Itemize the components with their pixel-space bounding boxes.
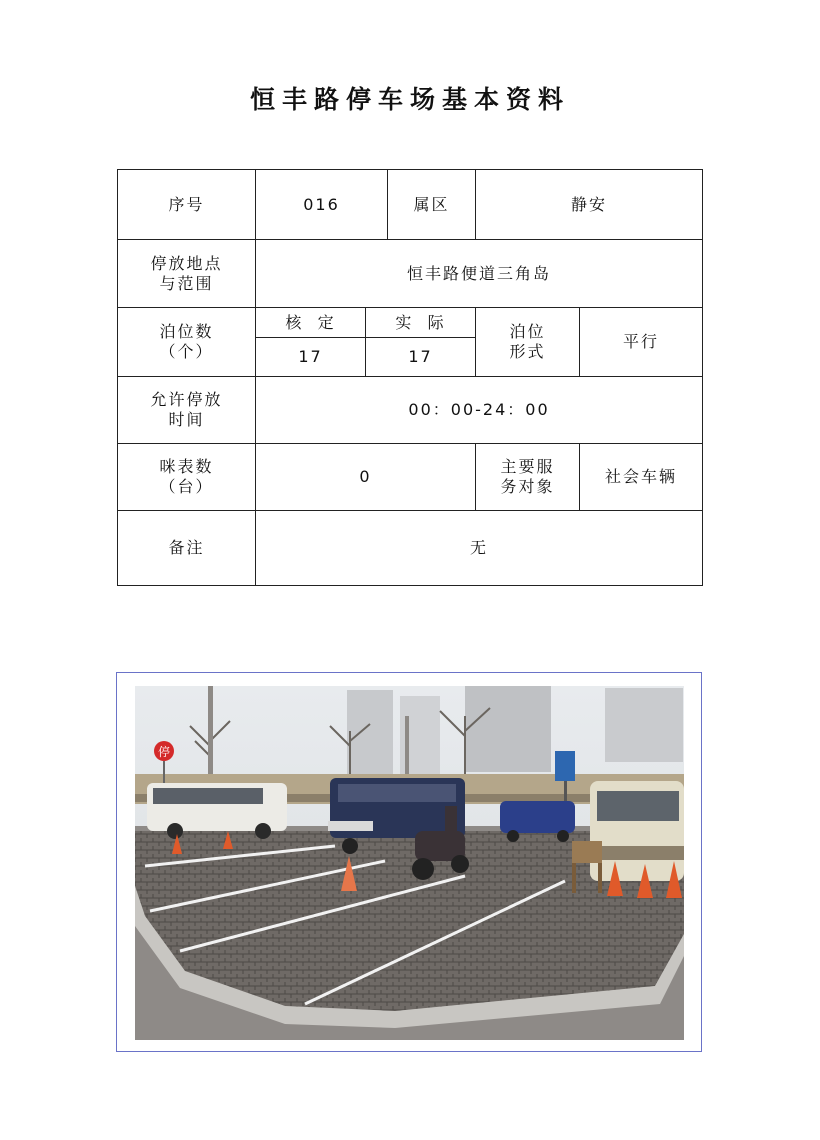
service-value: 社会车辆: [580, 444, 703, 511]
hours-label-line1: 允许停放: [150, 390, 223, 409]
parking-info-table: [117, 169, 703, 586]
remarks-value: 无: [256, 511, 703, 586]
serial-value: 016: [256, 170, 388, 240]
stop-sign-text: 停: [157, 745, 171, 759]
district-label: 属区: [388, 170, 476, 240]
meters-value: 0: [256, 444, 476, 511]
actual-label: 实 际: [366, 308, 476, 338]
district-value: 静安: [476, 170, 703, 240]
spaces-label: [118, 308, 256, 377]
location-label-line1: 停放地点: [150, 253, 223, 273]
location-label: [118, 240, 256, 308]
parking-photo-frame: [116, 672, 702, 1052]
berth-form-value: 平行: [580, 308, 703, 377]
cream-minivan: [590, 781, 684, 881]
service-label-line1: 主要服: [500, 457, 555, 476]
serial-label: 序号: [118, 170, 256, 240]
service-label: [476, 444, 580, 511]
parking-lot-photo: [135, 686, 684, 1040]
remarks-label: 备注: [118, 511, 256, 586]
hours-label: [118, 377, 256, 444]
hours-label-line2: 时间: [168, 410, 205, 429]
berth-form-label-line2: 形式: [509, 342, 546, 361]
spaces-label-line1: 泊位数: [159, 322, 214, 341]
document-title: 恒丰路停车场基本资料: [249, 85, 570, 114]
location-value: 恒丰路便道三角岛: [256, 240, 703, 308]
berth-form-label-line1: 泊位: [509, 322, 546, 341]
white-van: [147, 783, 287, 839]
utility-pole: [208, 686, 213, 786]
service-label-line2: 务对象: [500, 477, 555, 496]
actual-value: 17: [366, 338, 476, 377]
berth-form-label: [476, 308, 580, 377]
hours-value: 00：00-24：00: [256, 377, 703, 444]
approved-label: 核 定: [256, 308, 366, 338]
location-label-line2: 与范围: [159, 273, 214, 293]
meters-label: [118, 444, 256, 511]
meters-label-line1: 咪表数: [159, 457, 214, 476]
approved-value: 17: [256, 338, 366, 377]
meters-label-line2: （台）: [159, 477, 214, 496]
spaces-label-line2: （个）: [159, 342, 214, 361]
